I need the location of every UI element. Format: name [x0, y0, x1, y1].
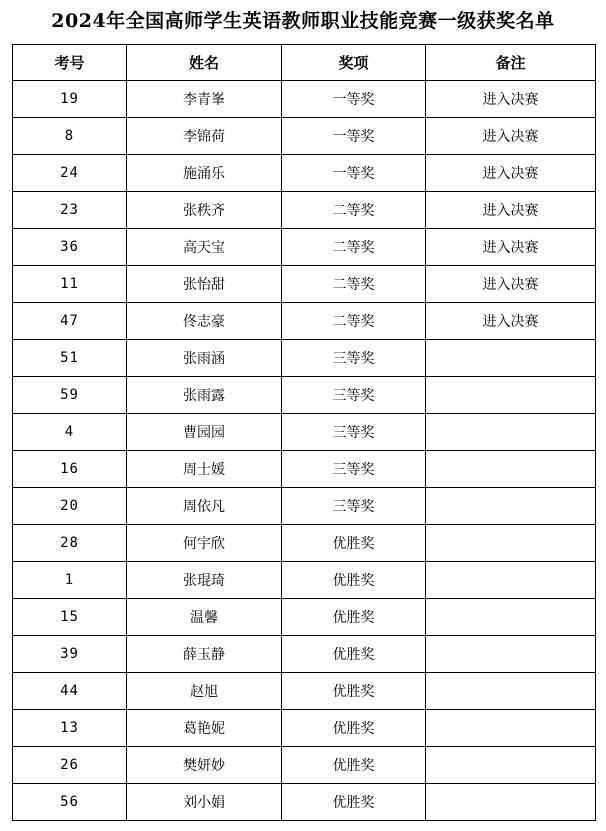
cell-id: 56: [13, 784, 127, 821]
cell-name: 施涌乐: [127, 155, 282, 192]
cell-award: 二等奖: [282, 192, 426, 229]
cell-name: 李青峯: [127, 81, 282, 118]
table-row: [13, 525, 596, 562]
cell-id: 16: [13, 451, 127, 488]
header-award: 奖项: [282, 45, 426, 81]
table-row: [13, 488, 596, 525]
cell-id: 28: [13, 525, 127, 562]
cell-id: 24: [13, 155, 127, 192]
cell-name: 赵旭: [127, 673, 282, 710]
table-row: [13, 710, 596, 747]
cell-award: 优胜奖: [282, 562, 426, 599]
cell-name: 刘小娟: [127, 784, 282, 821]
cell-name: 张怡甜: [127, 266, 282, 303]
cell-name: 周士媛: [127, 451, 282, 488]
cell-award: 三等奖: [282, 488, 426, 525]
table-row: [13, 266, 596, 303]
page-title: 2024年全国高师学生英语教师职业技能竞赛一级获奖名单: [51, 10, 555, 32]
cell-award: 优胜奖: [282, 636, 426, 673]
cell-note: [426, 562, 596, 599]
cell-name: 葛艳妮: [127, 710, 282, 747]
cell-award: 三等奖: [282, 414, 426, 451]
cell-note: 进入决赛: [426, 266, 596, 303]
cell-name: 周依凡: [127, 488, 282, 525]
table-header-row: [13, 45, 596, 81]
table-row: [13, 562, 596, 599]
cell-note: [426, 710, 596, 747]
table-row: [13, 377, 596, 414]
cell-id: 19: [13, 81, 127, 118]
cell-id: 59: [13, 377, 127, 414]
award-table: [12, 44, 596, 821]
table-row: [13, 118, 596, 155]
table-row: [13, 747, 596, 784]
cell-note: [426, 636, 596, 673]
cell-id: 1: [13, 562, 127, 599]
cell-award: 三等奖: [282, 451, 426, 488]
cell-name: 何宇欣: [127, 525, 282, 562]
table-row: [13, 155, 596, 192]
cell-id: 51: [13, 340, 127, 377]
cell-note: [426, 340, 596, 377]
cell-name: 樊妍妙: [127, 747, 282, 784]
cell-award: 优胜奖: [282, 525, 426, 562]
cell-note: [426, 673, 596, 710]
cell-note: 进入决赛: [426, 303, 596, 340]
cell-id: 26: [13, 747, 127, 784]
cell-id: 36: [13, 229, 127, 266]
cell-id: 44: [13, 673, 127, 710]
table-row: [13, 303, 596, 340]
cell-note: [426, 488, 596, 525]
cell-id: 4: [13, 414, 127, 451]
table-row: [13, 636, 596, 673]
cell-name: 李锦荷: [127, 118, 282, 155]
cell-award: 二等奖: [282, 229, 426, 266]
table-row: [13, 340, 596, 377]
cell-note: [426, 451, 596, 488]
cell-name: 张雨涵: [127, 340, 282, 377]
cell-award: 二等奖: [282, 303, 426, 340]
cell-id: 13: [13, 710, 127, 747]
cell-award: 优胜奖: [282, 747, 426, 784]
table-row: [13, 599, 596, 636]
cell-award: 优胜奖: [282, 673, 426, 710]
cell-note: 进入决赛: [426, 229, 596, 266]
cell-name: 张琨琦: [127, 562, 282, 599]
header-note: 备注: [426, 45, 596, 81]
cell-name: 曹园园: [127, 414, 282, 451]
cell-note: 进入决赛: [426, 155, 596, 192]
cell-award: 三等奖: [282, 340, 426, 377]
cell-note: [426, 414, 596, 451]
cell-id: 39: [13, 636, 127, 673]
table-row: [13, 229, 596, 266]
table-row: [13, 784, 596, 821]
cell-note: [426, 747, 596, 784]
cell-note: 进入决赛: [426, 192, 596, 229]
cell-name: 高天宝: [127, 229, 282, 266]
cell-id: 23: [13, 192, 127, 229]
cell-award: 一等奖: [282, 155, 426, 192]
table-row: [13, 414, 596, 451]
cell-note: [426, 525, 596, 562]
cell-note: [426, 784, 596, 821]
cell-name: 佟志豪: [127, 303, 282, 340]
cell-name: 张雨露: [127, 377, 282, 414]
header-name: 姓名: [127, 45, 282, 81]
header-id: 考号: [13, 45, 127, 81]
cell-id: 11: [13, 266, 127, 303]
cell-award: 优胜奖: [282, 599, 426, 636]
cell-note: 进入决赛: [426, 81, 596, 118]
table-row: [13, 673, 596, 710]
cell-name: 温馨: [127, 599, 282, 636]
cell-id: 8: [13, 118, 127, 155]
cell-id: 15: [13, 599, 127, 636]
cell-id: 20: [13, 488, 127, 525]
cell-name: 张秩齐: [127, 192, 282, 229]
cell-award: 三等奖: [282, 377, 426, 414]
cell-note: 进入决赛: [426, 118, 596, 155]
cell-note: [426, 599, 596, 636]
table-row: [13, 192, 596, 229]
cell-award: 二等奖: [282, 266, 426, 303]
cell-note: [426, 377, 596, 414]
cell-award: 一等奖: [282, 81, 426, 118]
cell-id: 47: [13, 303, 127, 340]
table-row: [13, 81, 596, 118]
cell-award: 一等奖: [282, 118, 426, 155]
cell-award: 优胜奖: [282, 710, 426, 747]
table-row: [13, 451, 596, 488]
cell-name: 薛玉静: [127, 636, 282, 673]
cell-award: 优胜奖: [282, 784, 426, 821]
